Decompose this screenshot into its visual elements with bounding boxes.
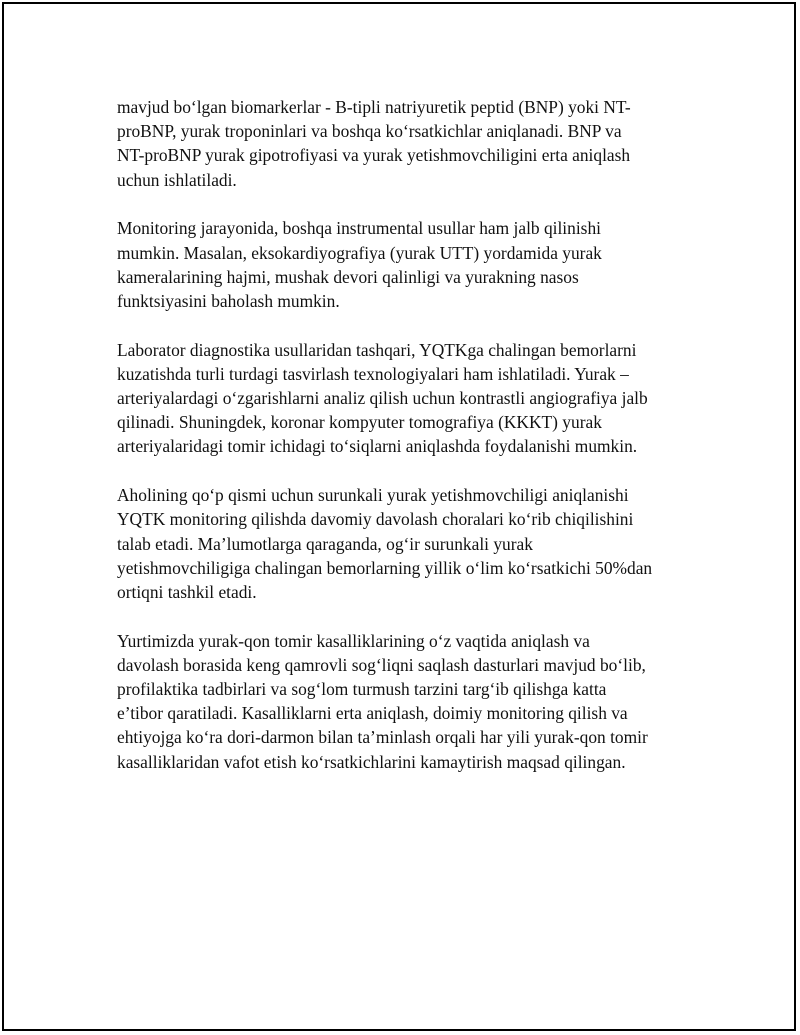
text-line: davolash borasida keng qamrovli sog‘liqni saqlash dasturlari mavjud bo‘lib, [117, 654, 646, 675]
paragraph-instrumental-methods [117, 216, 687, 313]
text-line: e’tibor qaratiladi. Kasalliklarni erta aniqlash, doimiy monitoring qilish va [117, 703, 628, 724]
text-line: mumkin. Masalan, eksokardiyografiya (yurak UTT) yordamida yurak [117, 242, 602, 263]
text-line: ortiqni tashkil etadi. [117, 581, 257, 602]
document-body [117, 95, 687, 798]
text-line: kasalliklaridan vafot etish ko‘rsatkichlarini kamaytirish maqsad qilingan. [117, 751, 626, 772]
text-line: talab etadi. Ma’lumotlarga qaraganda, og‘ir surunkali yurak [117, 533, 533, 554]
text-line: proBNP, yurak troponinlari va boshqa ko‘rsatkichlar aniqlanadi. BNP va [117, 121, 622, 142]
text-line: qilinadi. Shuningdek, koronar kompyuter tomografiya (KKKT) yurak [117, 412, 602, 433]
paragraph-biomarkers [117, 95, 687, 192]
text-line: kameralarining hajmi, mushak devori qalinligi va yurakning nasos [117, 266, 579, 287]
text-line: Aholining qo‘p qismi uchun surunkali yurak yetishmovchiligi aniqlanishi [117, 485, 629, 506]
text-line: mavjud bo‘lgan biomarkerlar - B-tipli natriyuretik peptid (BNP) yoki NT- [117, 97, 631, 117]
text-line: NT-proBNP yurak gipotrofiyasi va yurak yetishmovchiligini erta aniqlash [117, 145, 631, 166]
paragraph-imaging [117, 338, 687, 459]
text-line: yetishmovchiligiga chalingan bemorlarning yillik o‘lim ko‘rsatkichi 50%dan [117, 557, 653, 578]
text-line: kuzatishda turli turdagi tasvirlash texnologiyalari ham ishlatiladi. Yurak – [117, 363, 629, 384]
paragraph-chronic-failure [117, 483, 687, 604]
text-line: YQTK monitoring qilishda davomiy davolash choralari ko‘rib chiqilishini [117, 509, 634, 530]
paragraph-national-programs [117, 629, 687, 774]
text-line: arteriyalardagi o‘zgarishlarni analiz qilish uchun kontrastli angiografiya jalb [117, 388, 648, 409]
text-line: uchun ishlatiladi. [117, 169, 237, 190]
text-line: ehtiyojga ko‘ra dori-darmon bilan ta’minlash orqali har yili yurak-qon tomir [117, 727, 648, 748]
text-line: Yurtimizda yurak-qon tomir kasalliklarining o‘z vaqtida aniqlash va [117, 630, 590, 651]
text-line: arteriyalaridagi tomir ichidagi to‘siqlarni aniqlashda foydalanishi mumkin. [117, 436, 638, 457]
text-line: Laborator diagnostika usullaridan tashqari, YQTKga chalingan bemorlarni [117, 339, 637, 360]
text-line: Monitoring jarayonida, boshqa instrumental usullar ham jalb qilinishi [117, 218, 601, 239]
text-line: profilaktika tadbirlari va sog‘lom turmush tarzini targ‘ib qilishga katta [117, 679, 607, 700]
text-line: funktsiyasini baholash mumkin. [117, 290, 340, 311]
